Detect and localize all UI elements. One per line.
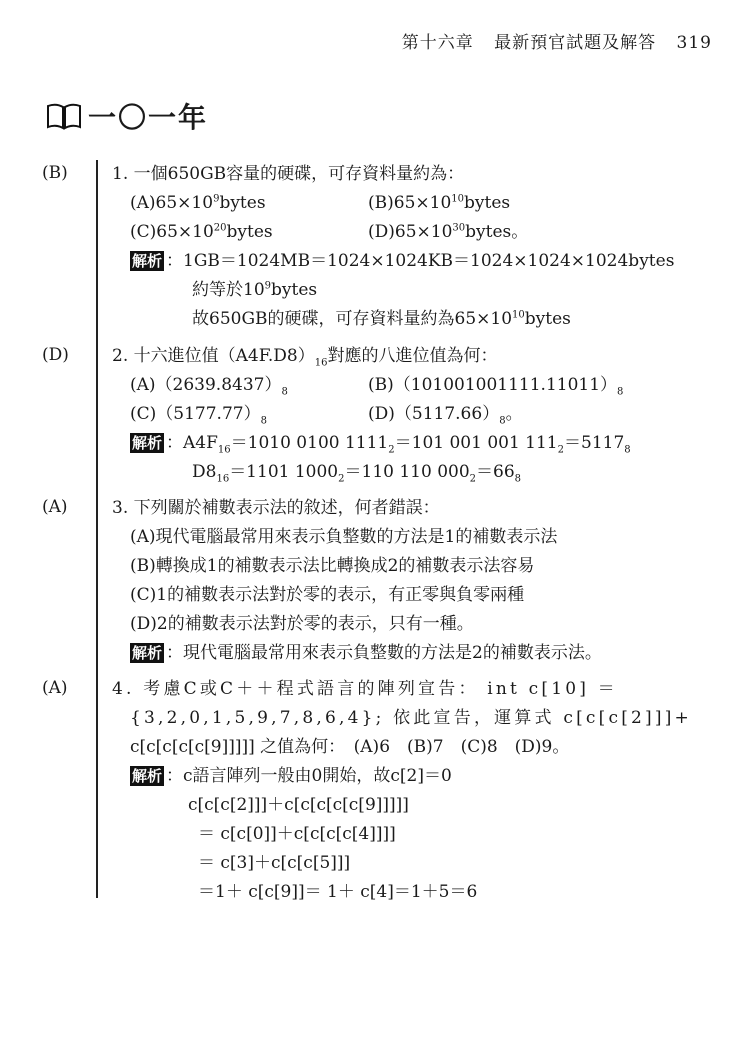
question-stem: 4. 考慮C或C＋＋程式語言的陣列宣告： int c[10] ＝ — [112, 679, 618, 699]
explanation-line: $D8_{16}=1101$ $1000_2=110$ 110 $000_2=66_8$ — [192, 462, 522, 485]
option-a: $(A)65\times 10^9bytes$ — [130, 193, 266, 213]
option-c: (C)1的補數表示法對於零的表示，有正零與負零兩種 — [130, 585, 525, 605]
explanation-line: ＝1＋ c[c[9]]＝ 1＋ c[4]＝1＋5＝6 — [198, 882, 478, 902]
question-stem: 1. 一個650GB容量的硬碟，可存資料量約為： — [112, 164, 465, 184]
explanation-line: 解析 ：c語言陣列一般由0開始，故c[2]＝0 — [132, 766, 452, 786]
option-c: $(C)(5177.77)_8$ — [130, 404, 267, 427]
answer-divider — [96, 160, 98, 898]
book-icon — [46, 101, 82, 131]
option-b: $(B)(101001001111.11011)_8$ — [368, 375, 624, 398]
section-heading — [46, 96, 208, 136]
explanation-line: c[c[c[2]]]＋c[c[c[c[c[9]]]]] — [188, 795, 409, 815]
explanation-label: 解析 — [132, 434, 163, 452]
answer-key: (A) — [42, 497, 68, 517]
page-number: 319 — [676, 33, 712, 53]
explanation-line: ＝ c[c[0]]＋c[c[c[c[4]]]] — [198, 824, 396, 844]
chapter-title: 最新預官試題及解答 — [494, 33, 657, 53]
explanation-label: 解析 — [132, 644, 163, 662]
explanation-line: 約等於$10^9bytes$ — [192, 280, 318, 300]
option-d: $(D)65\times 10^{30}bytes$。 — [368, 222, 529, 242]
option-d: $(D)(5117.66)_8$。 — [368, 404, 523, 427]
option-d: (D)2的補數表示法對於零的表示，只有一種。 — [130, 614, 474, 634]
question-stem: c[c[c[c[c[9]]]]] 之值為何： (A)6 (B)7 (C)8 (D)9。 — [130, 737, 570, 757]
section-title: 一〇一年 — [88, 101, 209, 134]
explanation-line: 解析 ：$A4F_{16}=1010$ 0100 $1111_2=101$ 001 001 $111_2=5117_8$ — [132, 433, 631, 456]
question-stem: 3. 下列關於補數表示法的敘述，何者錯誤： — [112, 498, 440, 518]
explanation-line: ＝ c[3]＋c[c[c[5]]] — [198, 853, 351, 873]
answer-key: (A) — [42, 678, 68, 698]
explanation-label: 解析 — [132, 252, 163, 270]
explanation-label: 解析 — [132, 767, 163, 785]
option-c: $(C)65\times 10^{20}bytes$ — [130, 222, 273, 242]
option-a: $(A)(2639.8437)_8$ — [130, 375, 288, 398]
chapter-label: 第十六章 — [401, 33, 474, 53]
option-b: $(B)65\times 10^{10}bytes$ — [368, 193, 511, 213]
answer-key: (D) — [42, 345, 69, 365]
answer-key: (B) — [42, 163, 68, 183]
question-stem: {3,2,0,1,5,9,7,8,6,4}; 依此宣告，運算式 c[c[c[2]]]+ — [130, 708, 692, 728]
explanation-line: 故650GB的硬碟，可存資料量約為$65\times 10^{10}bytes$ — [192, 309, 571, 329]
option-b: (B)轉換成1的補數表示法比轉換成2的補數表示法容易 — [130, 556, 535, 576]
option-a: (A)現代電腦最常用來表示負整數的方法是1的補數表示法 — [130, 527, 558, 547]
explanation-line: 解析 ：1GB＝1024MB＝1024×1024KB＝1024×1024×1024bytes — [132, 251, 675, 271]
question-stem: 2. 十六進位值$(A4F.D8)_{16}$對應的八進位值為何： — [112, 346, 498, 369]
explanation-line: 解析 ：現代電腦最常用來表示負整數的方法是2的補數表示法。 — [132, 643, 602, 663]
page-header — [402, 28, 712, 53]
